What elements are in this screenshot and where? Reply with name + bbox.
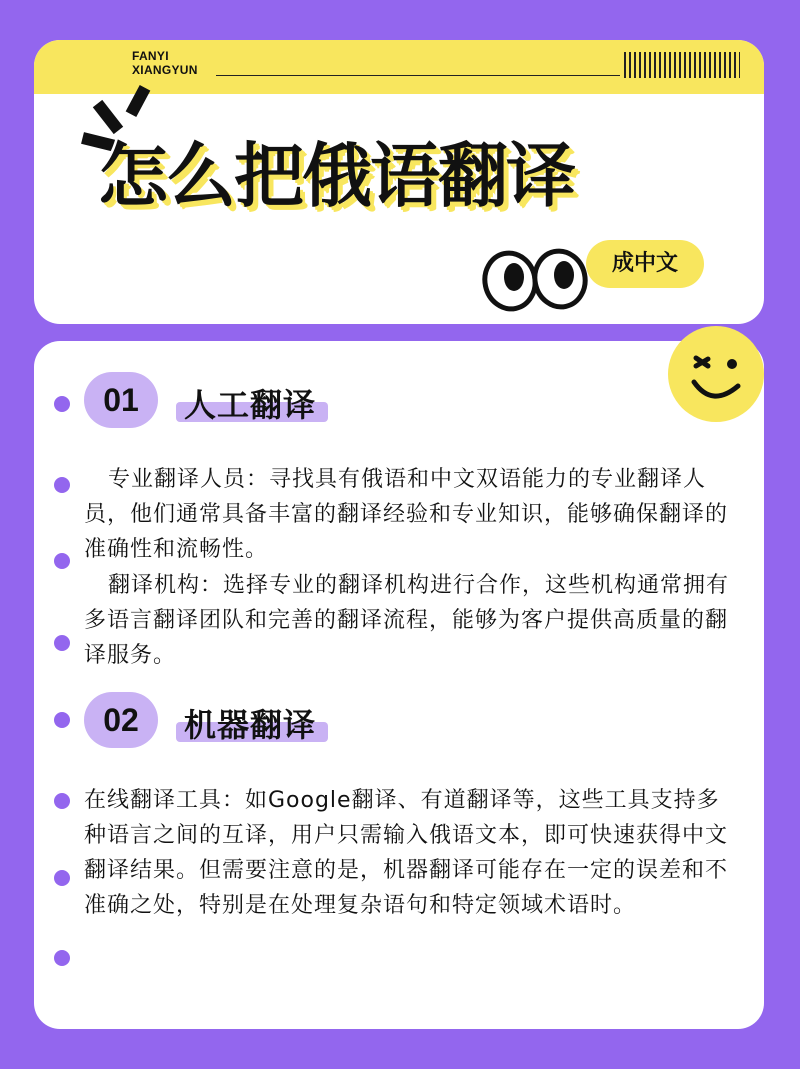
section-heading-text: 人工翻译 [184, 386, 317, 424]
bullet-dot [54, 396, 70, 412]
page-title: 怎么把俄语翻译 [98, 135, 574, 217]
content-card [34, 341, 764, 1029]
brand-line-2: XIANGYUN [132, 63, 198, 77]
subtitle-badge: 成中文 [586, 240, 704, 288]
wink-smiley-icon [668, 326, 764, 422]
eyes-icon [480, 246, 592, 312]
section-paragraph: 专业翻译人员：寻找具有俄语和中文双语能力的专业翻译人员，他们通常具备丰富的翻译经验和专业知识，能够确保翻译的准确性和流畅性。 [84, 467, 729, 562]
bullet-dot [54, 553, 70, 569]
section-heading [184, 700, 317, 744]
barcode-icon [624, 52, 740, 78]
brand-rule [216, 75, 620, 76]
bullet-dot [54, 870, 70, 886]
section-number-badge: 02 [84, 692, 158, 748]
section-heading [184, 380, 317, 424]
section-number-badge: 01 [84, 372, 158, 428]
title-card [34, 40, 764, 324]
section-paragraph: 在线翻译工具：如Google翻译、有道翻译等，这些工具支持多种语言之间的互译，用户只需输入俄语文本，即可快速获得中文翻译结果。但需要注意的是，机器翻译可能存在一定的误差和不准确之处，特别是在处理复杂语句和特定领域术语时。 [84, 788, 729, 918]
section-heading-text: 机器翻译 [184, 706, 317, 744]
bullet-dot [54, 635, 70, 651]
bullet-dot [54, 950, 70, 966]
section-paragraph: 翻译机构：选择专业的翻译机构进行合作，这些机构通常拥有多语言翻译团队和完善的翻译流程，能够为客户提供高质量的翻译服务。 [84, 573, 730, 668]
brand-line-1: FANYI [132, 49, 169, 63]
bullet-dot [54, 793, 70, 809]
bullet-dot [54, 712, 70, 728]
brand-mark [132, 49, 198, 77]
bullet-dot [54, 477, 70, 493]
